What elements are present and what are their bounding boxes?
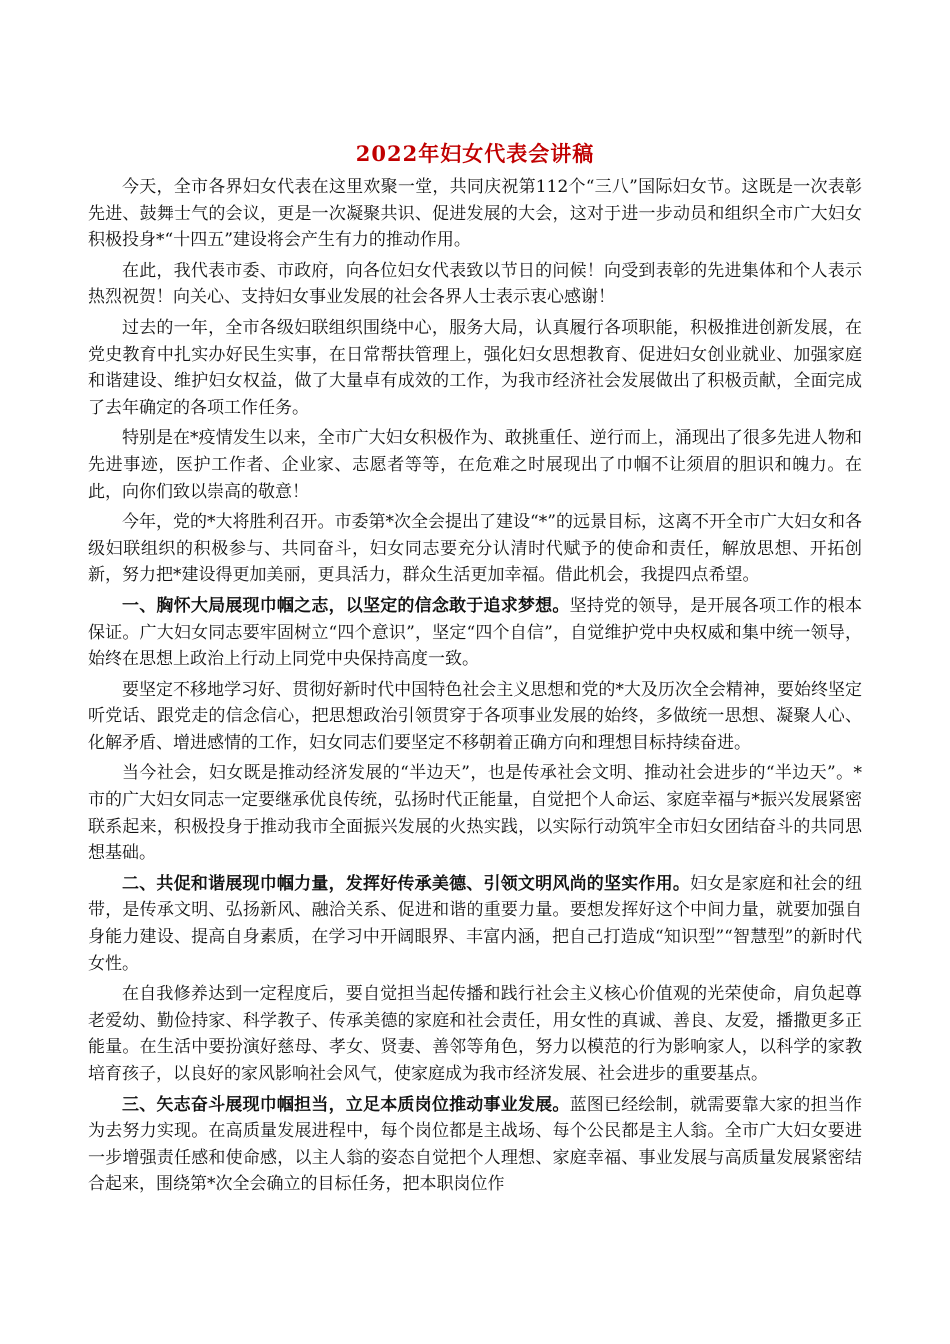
paragraph-3 bbox=[88, 315, 862, 421]
paragraph-4 bbox=[88, 425, 862, 505]
paragraph-text: 今年，党的*大将胜利召开。市委第*次全会提出了建设“*”的远景目标，这离不开全市广大妇女和各级妇联组织的积极参与、共同奋斗，妇女同志要充分认清时代赋予的使命和责任，解放思想、开拓创新，努力把*建设得更加美丽，更具活力，群众生活更加幸福。借此机会，我提四点希望。 bbox=[88, 512, 862, 586]
section-1-paragraph bbox=[88, 593, 862, 673]
section-2-paragraph bbox=[88, 871, 862, 977]
section-heading-1: 一、胸怀大局展现巾帼之志，以坚定的信念敢于追求梦想。 bbox=[122, 595, 570, 616]
paragraph-text: 特别是在*疫情发生以来，全市广大妇女积极作为、敢挑重任、逆行而上，涌现出了很多先进人物和先进事迹，医护工作者、企业家、志愿者等等，在危难之时展现出了巾帼不让须眉的胆识和魄力。在此，向你们致以崇高的敬意！ bbox=[88, 428, 862, 502]
section-heading-3: 三、矢志奋斗展现巾帼担当，立足本质岗位推动事业发展。 bbox=[122, 1094, 570, 1115]
document-title: 2022年妇女代表会讲稿 bbox=[355, 141, 595, 166]
paragraph-text: 当今社会，妇女既是推动经济发展的“半边天”，也是传承社会文明、推动社会进步的“半边天”。*市的广大妇女同志一定要继承优良传统，弘扬时代正能量，自觉把个人命运、家庭幸福与*振兴发展紧密联系起来，积极投身于推动我市全面振兴发展的火热实践，以实际行动筑牢全市妇女团结奋斗的共同思想基础。 bbox=[88, 763, 862, 864]
paragraph-8 bbox=[88, 760, 862, 866]
paragraph-7 bbox=[88, 677, 862, 757]
section-heading-2: 二、共促和谐展现巾帼力量，发挥好传承美德、引领文明风尚的坚实作用。 bbox=[122, 873, 691, 894]
paragraph-2 bbox=[88, 258, 862, 311]
paragraph-text: 在此，我代表市委、市政府，向各位妇女代表致以节日的问候！向受到表彰的先进集体和个人表示热烈祝贺！向关心、支持妇女事业发展的社会各界人士表示衷心感谢！ bbox=[88, 260, 862, 308]
paragraph-text: 今天，全市各界妇女代表在这里欢聚一堂，共同庆祝第112个“三八”国际妇女节。这既是一次表彰先进、鼓舞士气的会议，更是一次凝聚共识、促进发展的大会，这对于进一步动员和组织全市广大妇女积极投身*“十四五”建设将会产生有力的推动作用。 bbox=[88, 177, 862, 251]
paragraph-text: 过去的一年，全市各级妇联组织围绕中心，服务大局，认真履行各项职能，积极推进创新发展，在党史教育中扎实办好民生实事，在日常帮扶管理上，强化妇女思想教育、促进妇女创业就业、加强家庭和谐建设、维护妇女权益，做了大量卓有成效的工作，为我市经济社会发展做出了积极贡献，全面完成了去年确定的各项工作任务。 bbox=[88, 317, 862, 418]
section-3-paragraph bbox=[88, 1092, 862, 1198]
paragraph-text: 蓝图已经绘制，就需要靠大家的担当作为去努力实现。在高质量发展进程中，每个岗位都是主战场、每个公民都是主人翁。全市广大妇女要进一步增强责任感和使命感，以主人翁的姿态自觉把个人理想、家庭幸福、事业发展与高质量发展紧密结合起来，围绕第*次全会确立的目标任务，把本职岗位作 bbox=[88, 1094, 863, 1195]
paragraph-10 bbox=[88, 981, 862, 1087]
paragraph-text: 在自我修养达到一定程度后，要自觉担当起传播和践行社会主义核心价值观的光荣使命，肩负起尊老爱幼、勤俭持家、科学教子、传承美德的家庭和社会责任，用女性的真诚、善良、友爱，播撒更多正能量。在生活中要扮演好慈母、孝女、贤妻、善邻等角色，努力以模范的行为影响家人，以科学的家教培育孩子，以良好的家风影响社会风气，使家庭成为我市经济发展、社会进步的重要基点。 bbox=[88, 984, 862, 1084]
paragraph-text: 要坚定不移地学习好、贯彻好新时代中国特色社会主义思想和党的*大及历次全会精神，要始终坚定听党话、跟党走的信念信心，把思想政治引领贯穿于各项事业发展的始终，多做统一思想、凝聚人心、化解矛盾、增进感情的工作，妇女同志们要坚定不移朝着正确方向和理想目标持续奋进。 bbox=[88, 679, 862, 753]
paragraph-1 bbox=[88, 174, 862, 254]
paragraph-5 bbox=[88, 509, 862, 589]
paragraph-text: 坚持党的领导，是开展各项工作的根本保证。广大妇女同志要牢固树立“四个意识”，坚定“四个自信”，自觉维护党中央权威和集中统一领导，始终在思想上政治上行动上同党中央保持高度一致。 bbox=[88, 595, 863, 670]
paragraph-text: 妇女是家庭和社会的纽带，是传承文明、弘扬新风、融洽关系、促进和谐的重要力量。要想发挥好这个中间力量，就要加强自身能力建设、提高自身素质，在学习中开阔眼界、丰富内涵，把自己打造成“知识型”“智慧型”的新时代女性。 bbox=[88, 873, 863, 974]
